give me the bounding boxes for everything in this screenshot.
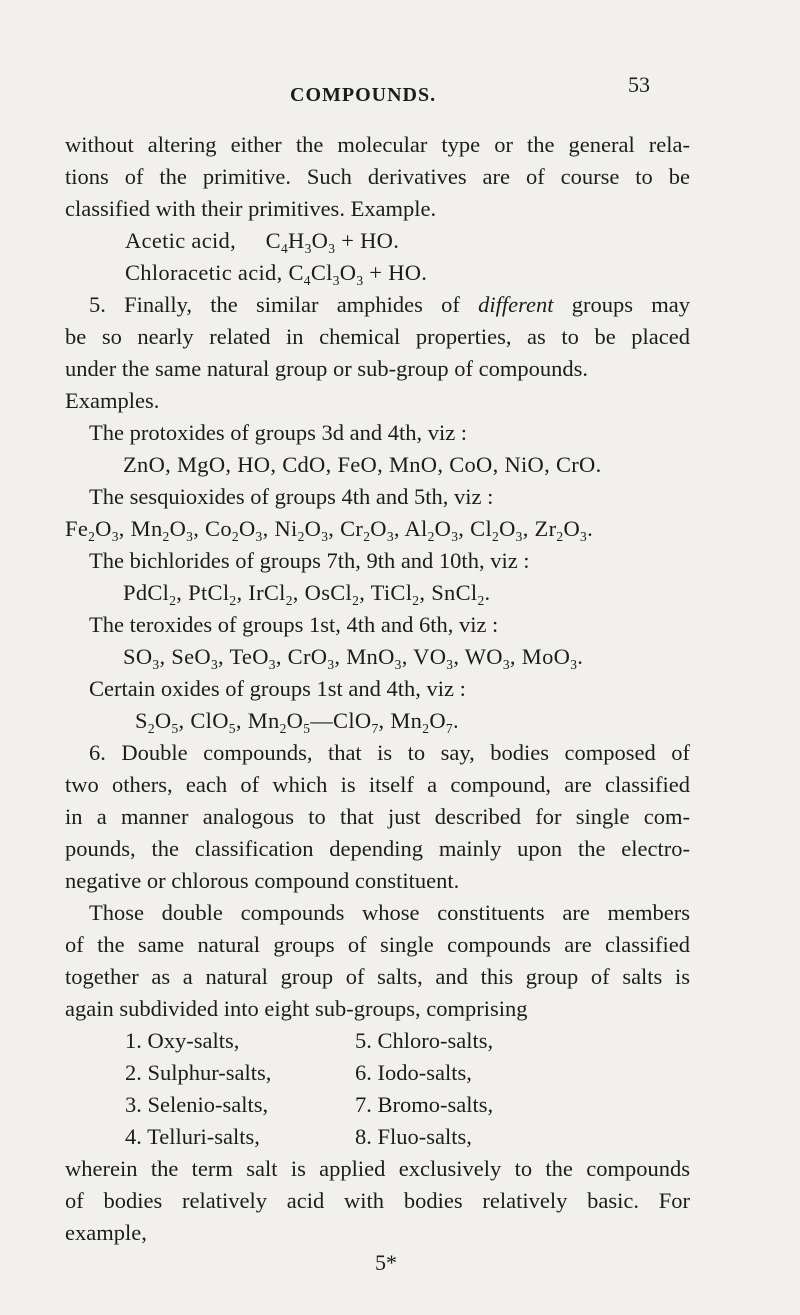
list-item: 1. Oxy-salts, 5. Chloro-salts, xyxy=(125,1028,494,1053)
text-line: in a manner analogous to that just described for single com- xyxy=(65,804,690,829)
text-line: The sesquioxides of groups 4th and 5th, viz : xyxy=(89,484,494,509)
text-line: of the same natural groups of single compounds are classified xyxy=(65,932,690,957)
text-line: Certain oxides of groups 1st and 4th, viz : xyxy=(89,676,466,701)
body-text xyxy=(65,129,690,1249)
text-line: The protoxides of groups 3d and 4th, viz : xyxy=(89,420,468,445)
signature-mark: 5* xyxy=(375,1250,397,1275)
page-header xyxy=(0,72,800,114)
text-line: together as a natural group of salts, and this group of salts is xyxy=(65,964,690,989)
text-line: again subdivided into eight sub-groups, comprising xyxy=(65,996,528,1021)
formula-line: PdCl$_2$, PtCl$_2$, IrCl$_2$, OsCl$_2$, TiCl$_2$, SnCl$_2$. xyxy=(123,580,491,608)
list-item: 4. Telluri-salts, 8. Fluo-salts, xyxy=(125,1124,472,1149)
text-line: The teroxides of groups 1st, 4th and 6th, viz : xyxy=(89,612,499,637)
formula-line-chloracetic: Chloracetic acid, $C_4Cl_3O_3$ + HO. xyxy=(125,260,428,288)
formula-label: Chloracetic acid, xyxy=(125,260,283,285)
text-line: example, xyxy=(65,1220,147,1245)
text-line: Those double compounds whose constituents are members xyxy=(89,900,690,925)
text-line: without altering either the molecular type or the general rela- xyxy=(65,132,690,157)
formula-label: Acetic acid, xyxy=(125,228,237,253)
page-number: 53 xyxy=(628,72,650,97)
text-line: pounds, the classification depending mainly upon the electro- xyxy=(65,836,690,861)
text-line: tions of the primitive. Such derivatives are of course to be xyxy=(65,164,690,189)
text-line: The bichlorides of groups 7th, 9th and 10th, viz : xyxy=(89,548,530,573)
text-line: under the same natural group or sub-group of compounds. xyxy=(65,356,589,381)
list-item: 3. Selenio-salts, 7. Bromo-salts, xyxy=(125,1092,494,1117)
text-line: two others, each of which is itself a compound, are classified xyxy=(65,772,690,797)
text-line: of bodies relatively acid with bodies relatively basic. For xyxy=(65,1188,690,1213)
formula-line: $S_2O_5$, ClO$_5$, $Mn_2O_5—ClO_7$, $Mn_2O_7$. xyxy=(135,708,459,736)
text-line: be so nearly related in chemical properties, as to be placed xyxy=(65,324,690,349)
text-line: wherein the term salt is applied exclusively to the compounds xyxy=(65,1156,690,1181)
text-line: Examples. xyxy=(65,388,160,413)
formula-line: $Fe_2O_3$, $Mn_2O_3$, $Co_2O_3$, $Ni_2O_3$, $Cr_2O_3$, $Al_2O_3$, $Cl_2O_3$, $Zr_2O_3$. xyxy=(65,516,594,544)
list-item: 2. Sulphur-salts, 6. Iodo-salts, xyxy=(125,1060,472,1085)
formula-line: $SO_3$, SeO$_3$, TeO$_3$, CrO$_3$, MnO$_3$, $VO_3$, $WO_3$, MoO$_3$. xyxy=(123,644,584,672)
text-line: negative or chlorous compound constituent. xyxy=(65,868,460,893)
text-line: 5. Finally, the similar amphides of different groups may xyxy=(89,292,690,317)
formula-line-acetic: Acetic acid, $C_4H_3O_3$ + HO. xyxy=(125,228,400,256)
formula-line: ZnO, MgO, HO, CdO, FeO, MnO, CoO, NiO, CrO. xyxy=(123,452,602,477)
text-line: classified with their primitives. Example. xyxy=(65,196,437,221)
running-head: COMPOUNDS. xyxy=(290,84,437,106)
text-line: 6. Double compounds, that is to say, bodies composed of xyxy=(89,740,690,765)
